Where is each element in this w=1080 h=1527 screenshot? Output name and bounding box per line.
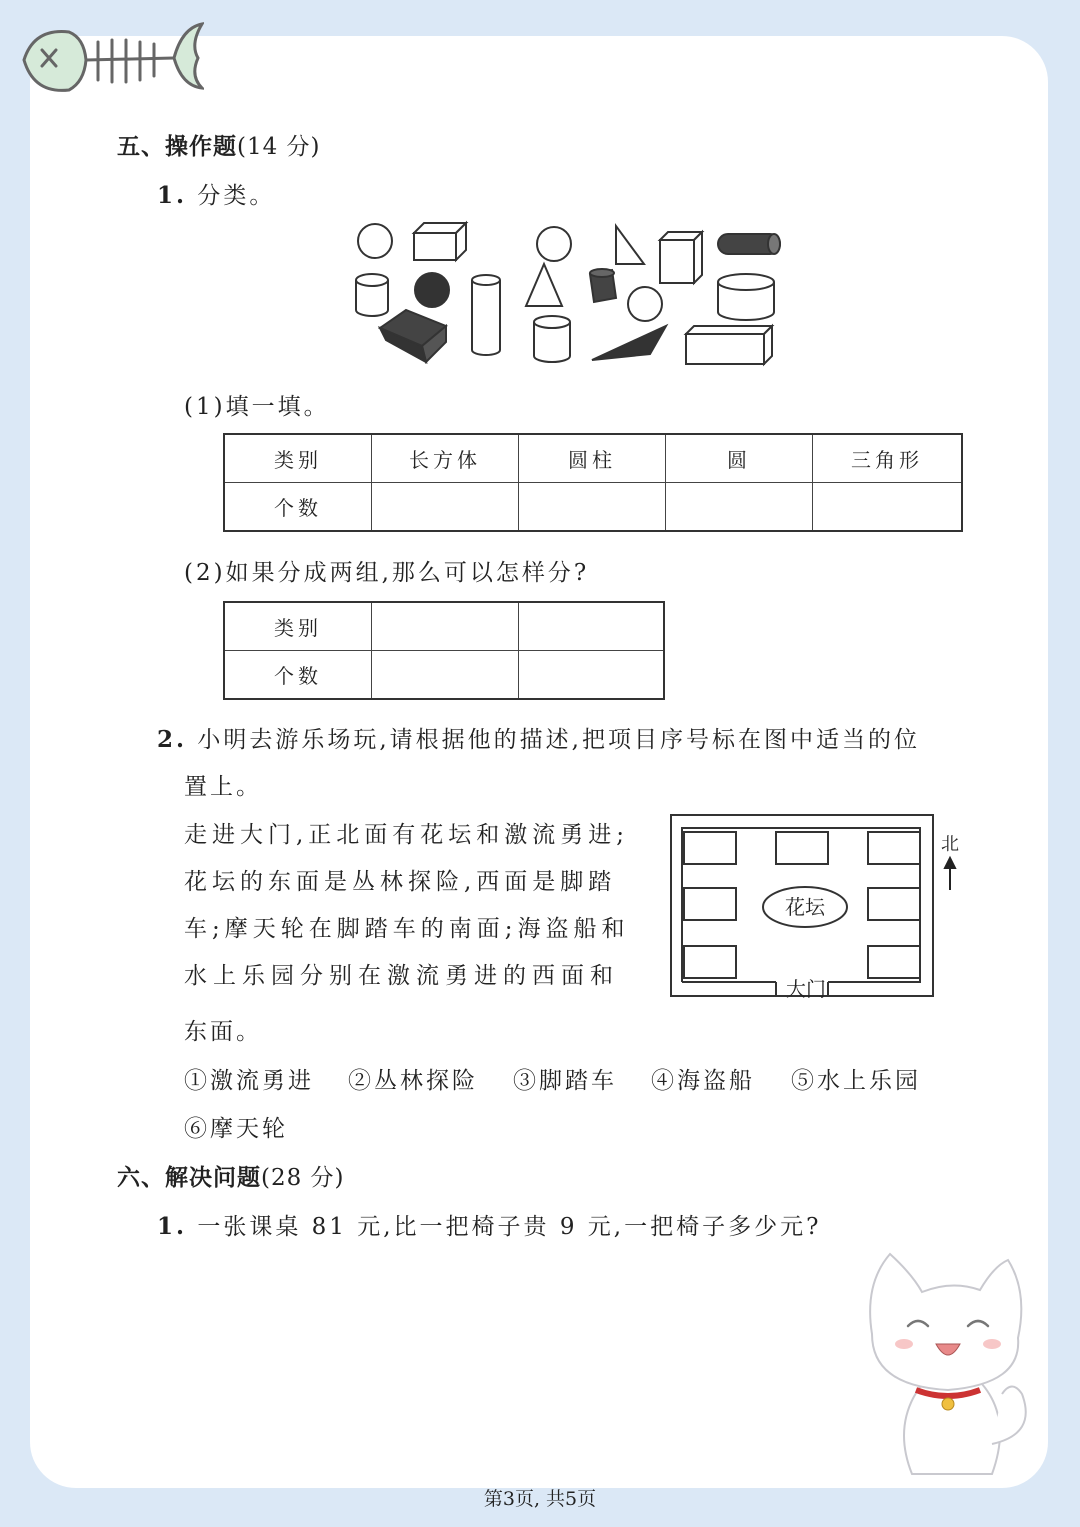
q2-desc-line: 东面。 [184, 1019, 262, 1045]
north-label: 北 [941, 834, 959, 855]
q2-line1 [157, 721, 920, 754]
q2-desc-line: 水上乐园分别在激流勇进的西面和 [184, 963, 619, 989]
q1-sub2-prompt: (2)如果分成两组,那么可以怎样分? [184, 560, 590, 586]
shape-cylinder [356, 274, 388, 316]
map-slot[interactable] [776, 832, 828, 864]
fish-bone-icon [14, 10, 204, 102]
section6-score: (28 分) [261, 1165, 345, 1191]
option-4: ④海盗船 [651, 1068, 755, 1094]
map-slot[interactable] [868, 832, 920, 864]
shape-cuboid [414, 223, 466, 260]
table1-header-cell: 圆柱 [519, 434, 666, 483]
q2-desc-line: 走进大门,正北面有花坛和激流勇进; [184, 822, 630, 848]
gate-label: 大门 [786, 977, 826, 1001]
shape-triangle [616, 226, 644, 264]
table2-row-label: 类别 [224, 602, 372, 651]
table1-header-cell: 长方体 [372, 434, 519, 483]
group-table [223, 601, 665, 700]
section5-score: (14 分) [237, 134, 321, 160]
option-2: ②丛林探险 [348, 1068, 478, 1094]
north-arrow-icon [945, 858, 955, 890]
table1-answer-cell[interactable] [666, 483, 813, 532]
map-slot[interactable] [684, 946, 736, 978]
q1-heading [157, 177, 275, 210]
shape-circle [628, 287, 662, 321]
shape-triangle-dark [592, 326, 666, 360]
park-map [668, 812, 968, 1002]
option-6: ⑥摩天轮 [184, 1116, 288, 1142]
q1-sub1-prompt: (1)填一填。 [184, 394, 330, 420]
map-slot[interactable] [684, 832, 736, 864]
table2-answer-cell[interactable] [519, 602, 665, 651]
shape-cylinder-tall [472, 275, 500, 355]
table2-answer-cell[interactable] [372, 602, 519, 651]
count-table [223, 433, 963, 532]
table1-answer-cell[interactable] [372, 483, 519, 532]
map-slot[interactable] [868, 888, 920, 920]
map-slot[interactable] [868, 946, 920, 978]
q2-desc-line: 车;摩天轮在脚踏车的南面;海盗船和 [184, 916, 630, 942]
flowerbed-label: 花坛 [785, 895, 825, 919]
section6-title-text: 六、解决问题 [117, 1164, 261, 1191]
shape-cuboid-dark [380, 310, 446, 362]
shape-cylinder-wide [718, 274, 774, 320]
table1-header-cell: 三角形 [813, 434, 963, 483]
table1-header-cell: 类别 [224, 434, 372, 483]
shapes-figure [350, 218, 790, 370]
q2-desc-line: 花坛的东面是丛林探险,西面是脚踏 [184, 869, 617, 895]
q1-number: 1. [157, 182, 188, 209]
option-3: ③脚踏车 [513, 1068, 617, 1094]
section5-title [117, 128, 321, 161]
shape-cuboid [660, 232, 702, 283]
shape-cylinder-dark [590, 269, 616, 302]
q2-line1-text: 小明去游乐场玩,请根据他的描述,把项目序号标在图中适当的位 [197, 727, 920, 753]
section5-title-text: 五、操作题 [117, 133, 237, 160]
section6-title [117, 1159, 345, 1192]
s6-q1 [157, 1208, 821, 1241]
table2-answer-cell[interactable] [519, 651, 665, 700]
q2-line2: 置上。 [184, 774, 262, 800]
table1-answer-cell[interactable] [519, 483, 666, 532]
s6-q1-number: 1. [157, 1213, 188, 1240]
table2-row-label: 个数 [224, 651, 372, 700]
s6-q1-text: 一张课桌 81 元,比一把椅子贵 9 元,一把椅子多少元? [197, 1214, 822, 1240]
shape-circle-dark [415, 273, 449, 307]
table1-answer-cell[interactable] [813, 483, 963, 532]
map-slot[interactable] [684, 888, 736, 920]
q2-number: 2. [157, 726, 188, 753]
shape-circle [358, 224, 392, 258]
table2-answer-cell[interactable] [372, 651, 519, 700]
shape-cylinder [534, 316, 570, 362]
table1-row-label: 个数 [224, 483, 372, 532]
page-footer: 第3页, 共5页 [483, 1488, 597, 1510]
shape-circle [537, 227, 571, 261]
shape-cuboid-long [686, 326, 772, 364]
q1-text: 分类。 [197, 183, 276, 209]
shape-triangle [526, 264, 562, 306]
shape-cylinder-dark [718, 234, 780, 254]
cat-icon [852, 1244, 1038, 1484]
table1-header-cell: 圆 [666, 434, 813, 483]
option-1: ①激流勇进 [184, 1068, 314, 1094]
option-5: ⑤水上乐园 [791, 1068, 921, 1094]
